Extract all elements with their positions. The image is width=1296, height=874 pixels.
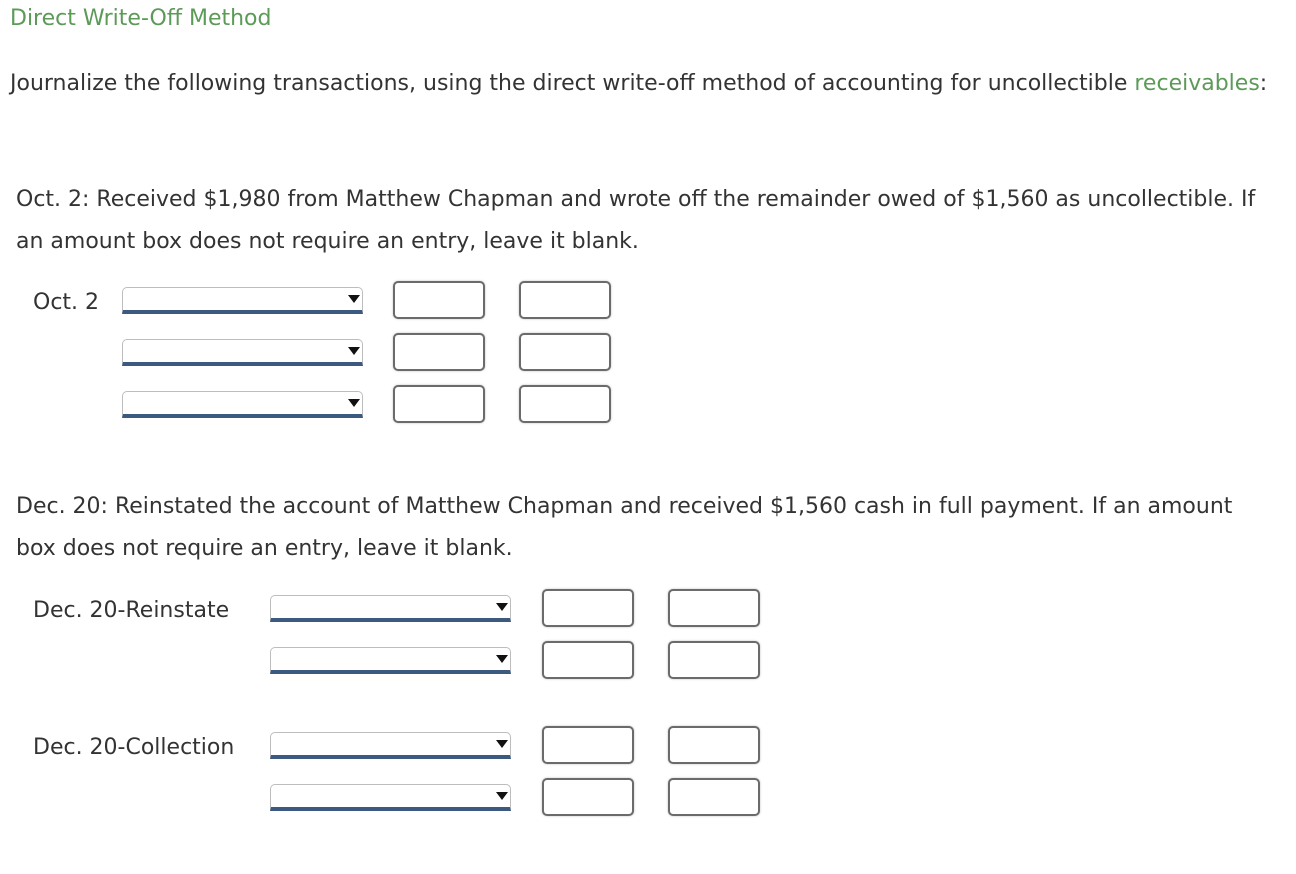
- chevron-down-icon: [496, 603, 508, 611]
- chevron-down-icon: [496, 740, 508, 748]
- chevron-down-icon: [348, 399, 360, 407]
- collection-credit-input-1[interactable]: [668, 726, 760, 764]
- chevron-down-icon: [348, 347, 360, 355]
- chevron-down-icon: [496, 792, 508, 800]
- dec-description: Dec. 20: Reinstated the account of Matthew Chapman and received $1,560 cash in full payment. If an amount box does not require an entry, leave it blank.: [16, 494, 1233, 561]
- reinstate-debit-input-1[interactable]: [542, 589, 634, 627]
- oct-account-select-2[interactable]: [122, 339, 363, 366]
- collection-account-select-1[interactable]: [270, 732, 511, 759]
- oct-account-select-1[interactable]: [122, 287, 363, 314]
- dec-20-reinstate-label: Dec. 20-Reinstate: [33, 598, 230, 623]
- oct-description: Oct. 2: Received $1,980 from Matthew Chapman and wrote off the remainder owed of $1,560 as uncollectible. If an amount box does not require an entry, leave it blank.: [16, 187, 1256, 254]
- oct-debit-input-3[interactable]: [393, 385, 485, 423]
- oct-credit-input-3[interactable]: [519, 385, 611, 423]
- chevron-down-icon: [348, 295, 360, 303]
- collection-debit-input-2[interactable]: [542, 778, 634, 816]
- receivables-link[interactable]: receivables: [1134, 71, 1260, 96]
- reinstate-account-select-2[interactable]: [270, 647, 511, 674]
- collection-debit-input-1[interactable]: [542, 726, 634, 764]
- oct-account-select-3[interactable]: [122, 391, 363, 418]
- oct-credit-input-2[interactable]: [519, 333, 611, 371]
- instructions: [10, 63, 1270, 105]
- reinstate-debit-input-2[interactable]: [542, 641, 634, 679]
- reinstate-account-select-1[interactable]: [270, 595, 511, 622]
- oct-debit-input-2[interactable]: [393, 333, 485, 371]
- oct-2-label: Oct. 2: [33, 290, 100, 315]
- oct-debit-input-1[interactable]: [393, 281, 485, 319]
- chevron-down-icon: [496, 655, 508, 663]
- page-title: Direct Write-Off Method: [10, 6, 272, 31]
- collection-account-select-2[interactable]: [270, 784, 511, 811]
- reinstate-credit-input-1[interactable]: [668, 589, 760, 627]
- reinstate-credit-input-2[interactable]: [668, 641, 760, 679]
- collection-credit-input-2[interactable]: [668, 778, 760, 816]
- dec-20-collection-label: Dec. 20-Collection: [33, 735, 235, 760]
- oct-credit-input-1[interactable]: [519, 281, 611, 319]
- instructions-text: Journalize the following transactions, using the direct write-off method of accounting for uncollectible: [10, 71, 1135, 96]
- instructions-colon: :: [1259, 71, 1268, 96]
